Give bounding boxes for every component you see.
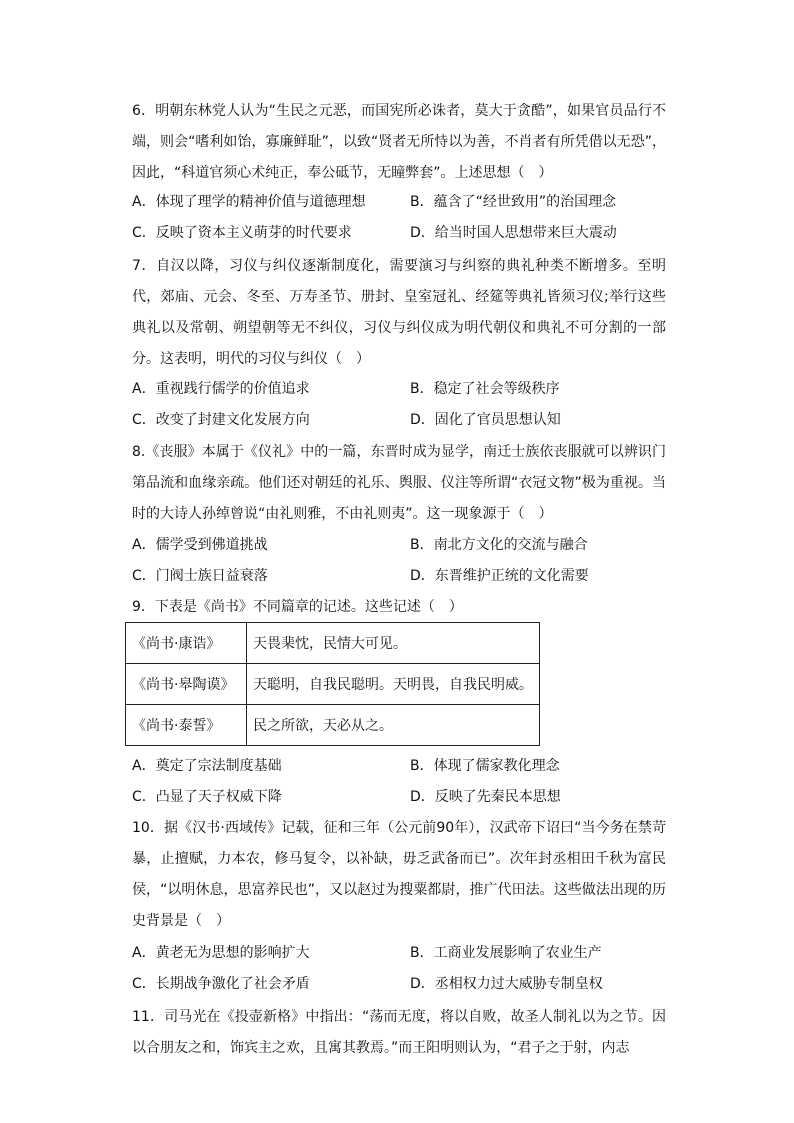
question-7-option-c[interactable]: C．改变了封建文化发展方向 (132, 412, 310, 428)
table-cell-quote: 民之所欲，天必从之。 (247, 705, 540, 746)
table-row (126, 623, 540, 664)
question-9-option-c[interactable]: C．凸显了天子权威下降 (132, 789, 282, 805)
question-8-option-b[interactable]: B．南北方文化的交流与融合 (410, 537, 588, 553)
question-9-option-b[interactable]: B．体现了儒家教化理念 (410, 758, 560, 774)
question-8-stem: 8.《丧服》本属于《仪礼》中的一篇，东晋时成为显学，南迁士族依丧服就可以辨识门第品流和血缘亲疏。他们还对朝廷的礼乐、舆服、仪注等所谓“衣冠文物”极为重视。当时的大诗人孙绰曾说“由礼则雅，不由礼则夷”。这一现象源于（ ） (132, 444, 666, 522)
table-cell-quote: 天聪明，自我民聪明。天明畏，自我民明威。 (247, 664, 540, 705)
table-cell-source: 《尚书·泰誓》 (126, 705, 247, 746)
table-row (126, 664, 540, 705)
table-row (126, 705, 540, 746)
question-9-option-a[interactable]: A．奠定了宗法制度基础 (132, 758, 282, 774)
question-10-stem: 10．据《汉书·西域传》记载，征和三年（公元前90年），汉武帝下诏曰“当今务在禁苛暴，止擅赋，力本农，修马复令，以补缺，毋乏武备而已”。次年封丞相田千秋为富民侯，“以明休息，思富养民也”，又以赵过为搜粟都尉，推广代田法。这些做法出现的历史背景是（ ） (132, 820, 666, 929)
question-10-option-c[interactable]: C．长期战争激化了社会矛盾 (132, 976, 310, 992)
question-6-option-b[interactable]: B．蕴含了“经世致用”的治国理念 (410, 194, 617, 210)
question-7-option-b[interactable]: B．稳定了社会等级秩序 (410, 381, 560, 397)
shangshu-table (125, 622, 540, 746)
question-6-option-d[interactable]: D．给当时国人思想带来巨大震动 (410, 225, 617, 241)
table-cell-quote: 天畏棐忱，民情大可见。 (247, 623, 540, 664)
question-10-option-a[interactable]: A．黄老无为思想的影响扩大 (132, 945, 310, 961)
question-6-stem: 6．明朝东林党人认为“生民之元恶，而国宪所必诛者，莫大于贪酷”，如果官员品行不端，则会“嗜利如饴，寡廉鲜耻”，以致“贤者无所恃以为善，不肖者有所凭借以无恐”，因此，“科道官须心术纯正，奉公砥节，无瞳弊套”。上述思想（ ） (132, 103, 666, 181)
question-10-option-d[interactable]: D．丞相权力过大威胁专制皇权 (410, 976, 603, 992)
question-7-option-a[interactable]: A．重视践行儒学的价值追求 (132, 381, 310, 397)
question-8-option-a[interactable]: A．儒学受到佛道挑战 (132, 537, 268, 553)
question-8-option-c[interactable]: C．门阀士族日益衰落 (132, 568, 268, 584)
table-cell-source: 《尚书·康诰》 (126, 623, 247, 664)
question-8-option-d[interactable]: D．东晋维护正统的文化需要 (410, 568, 589, 584)
question-7-option-d[interactable]: D．固化了官员思想认知 (410, 412, 561, 428)
question-7-stem: 7．自汉以降，习仪与纠仪逐渐制度化，需要演习与纠察的典礼种类不断增多。至明代，郊庙、元会、冬至、万寿圣节、册封、皇室冠礼、经筵等典礼皆须习仪;举行这些典礼以及常朝、朔望朝等无不纠仪，习仪与纠仪成为明代朝仪和典礼不可分割的一部分。这表明，明代的习仪与纠仪（ ） (132, 258, 666, 367)
question-11-stem: 11．司马光在《投壶新格》中指出：“荡而无度，将以自败，故圣人制礼以为之节。因以合朋友之和，饰宾主之欢，且寓其教焉。”而王阳明则认为，“君子之于射，内志 (132, 1009, 666, 1056)
question-9-stem: 9．下表是《尚书》不同篇章的记述。这些记述（ ） (132, 599, 463, 615)
question-6-option-c[interactable]: C．反映了资本主义萌芽的时代要求 (132, 225, 352, 241)
question-6-option-a[interactable]: A．体现了理学的精神价值与道德理想 (132, 194, 366, 210)
question-10-option-b[interactable]: B．工商业发展影响了农业生产 (410, 945, 602, 961)
question-9-option-d[interactable]: D．反映了先秦民本思想 (410, 789, 561, 805)
table-cell-source: 《尚书·皋陶谟》 (126, 664, 247, 705)
